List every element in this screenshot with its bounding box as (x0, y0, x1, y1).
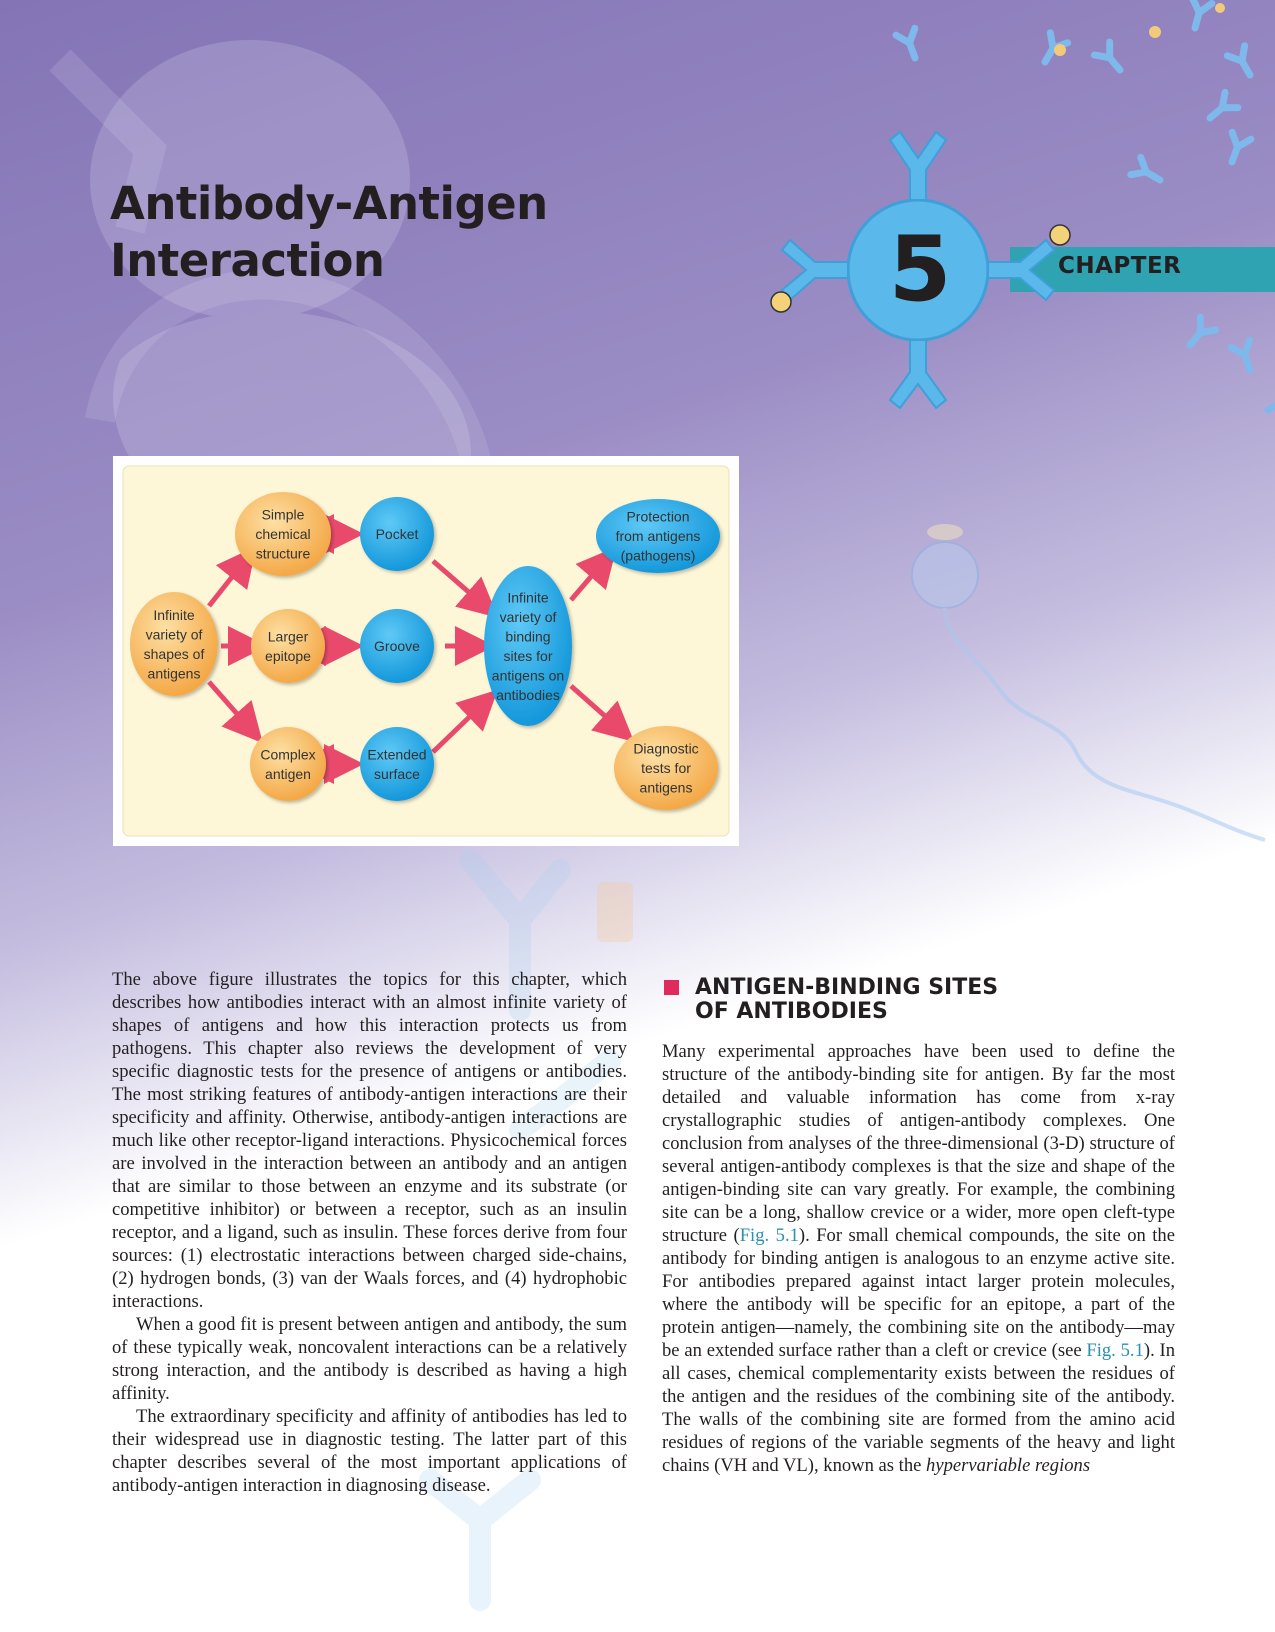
node-label-line: surface (374, 765, 420, 782)
node-label-line: variety of (499, 608, 557, 625)
node-label-protection (616, 509, 701, 564)
node-label-line: Complex (260, 746, 316, 763)
intro-paragraph-3: The extraordinary specificity and affinity of antibodies has led to their widespread use in diagnostic testing. The latter part of this chapter describes several of the most important applications of antibody-antigen interaction in diagnosing disease. (112, 1406, 627, 1496)
overview-diagram (113, 456, 739, 846)
node-label-line: antigens (147, 665, 201, 682)
node-label-line: shapes of (143, 645, 205, 662)
node-label-line: sites for (503, 647, 553, 664)
section-heading (664, 976, 998, 1024)
node-label-line: antibodies (496, 686, 560, 703)
node-label-line: binding (505, 628, 551, 645)
figure-link-5-1[interactable]: Fig. 5.1 (739, 1225, 799, 1246)
term-hypervariable-regions: hypervariable regions (926, 1455, 1091, 1476)
text-run: ). For small chemical compounds, the site on the antibody for binding antigen is analogous to an enzyme active site. For antibodies prepared against intact larger protein molecules, where the antibody will be specific for an epitope, a part of the protein antigen—namely, the combining site on the antibody—may be an extended surface rather than a cleft or crevice (see (662, 1225, 1175, 1361)
node-label-line: Infinite (153, 606, 195, 623)
node-label-pocket (376, 526, 419, 542)
section-heading-line2: OF ANTIBODIES (695, 999, 888, 1024)
node-label-line: Pocket (375, 526, 419, 542)
intro-paragraph-2: When a good fit is present between antigen and antibody, the sum of these typically weak, noncovalent interactions can be a relatively strong interaction, and the antibody is described as having a high affinity. (112, 1314, 627, 1404)
node-label-line: Simple (261, 506, 305, 523)
text-run: Many experimental approaches have been used to define the structure of the antibody-binding site for antigen. By far the most detailed and valuable information has come from x-ray crystallographic studies of antigen-antibody complexes. One conclusion from analyses of the three-dimensional (3-D) structure of several antigen-antibody complexes is that the size and shape of the antigen-binding site can vary greatly. For example, the combining site can be a long, shallow crevice or a wider, more open cleft-type structure ( (662, 1041, 1175, 1246)
node-label-line: structure (255, 545, 311, 562)
node-label-line: Larger (267, 628, 309, 645)
left-column (112, 968, 627, 1497)
node-label-diagnostic (633, 741, 698, 796)
right-column (662, 1040, 1175, 1477)
node-label-line: antigen (265, 765, 311, 782)
node-label-groove (374, 638, 420, 654)
chapter-label: CHAPTER (1058, 253, 1182, 279)
section-heading-line1: ANTIGEN-BINDING SITES (695, 975, 999, 1000)
node-label-line: Diagnostic (633, 740, 699, 757)
chapter-title-line2: Interaction (110, 234, 385, 287)
node-label-line: Infinite (507, 589, 549, 606)
node-label-line: antigens on (491, 667, 565, 684)
node-label-line: Extended (367, 746, 427, 763)
node-label-line: Protection (626, 508, 690, 525)
node-larger-epitope (251, 609, 325, 683)
node-label-line: (pathogens) (620, 547, 696, 564)
node-label-line: antigens (639, 779, 693, 796)
node-label-line: chemical (255, 526, 311, 542)
chapter-title (110, 175, 548, 289)
node-label-line: variety of (145, 626, 203, 643)
node-complex-antigen (250, 727, 326, 801)
section-paragraph (662, 1040, 1175, 1477)
node-label-line: Groove (374, 638, 420, 654)
node-label-line: from antigens (615, 528, 701, 544)
node-extended-surface (360, 727, 434, 801)
node-label-line: tests for (641, 760, 691, 776)
chapter-title-line1: Antibody-Antigen (110, 177, 548, 230)
node-label-simple-chemical (255, 507, 310, 562)
chapter-overview-figure (113, 456, 739, 846)
intro-paragraph-1: The above figure illustrates the topics for this chapter, which describes how antibodies interact with an almost infinite variety of shapes of antigens and how this interaction protects us from pathogens. This chapter also reviews the development of very specific diagnostic tests for the presence of antigens or antibodies. The most striking features of antibody-antigen interactions are their specificity and affinity. Otherwise, antibody-antigen interactions are much like other receptor-ligand interactions. Physicochemical forces are involved in the interaction between an antibody and an antigen that are similar to those between an enzyme and its substrate (or competitive inhibitor) or between a receptor, such as an insulin receptor, and a ligand, such as insulin. These forces derive from four sources: (1) electrostatic interactions between charged side-chains, (2) hydrogen bonds, (3) van der Waals forces, and (4) hydrophobic interactions. (112, 969, 627, 1312)
node-label-line: epitope (265, 647, 311, 664)
text-run: ). In all cases, chemical complementarity exists between the residues of the antigen and the residues of the combining site of the antibody. The walls of the combining site are formed from the amino acid residues of regions of the variable segments of the heavy and light chains (VH and VL), known as the (662, 1340, 1175, 1476)
figure-link-5-1[interactable]: Fig. 5.1 (1086, 1340, 1144, 1361)
chapter-number: 5 (888, 217, 952, 322)
